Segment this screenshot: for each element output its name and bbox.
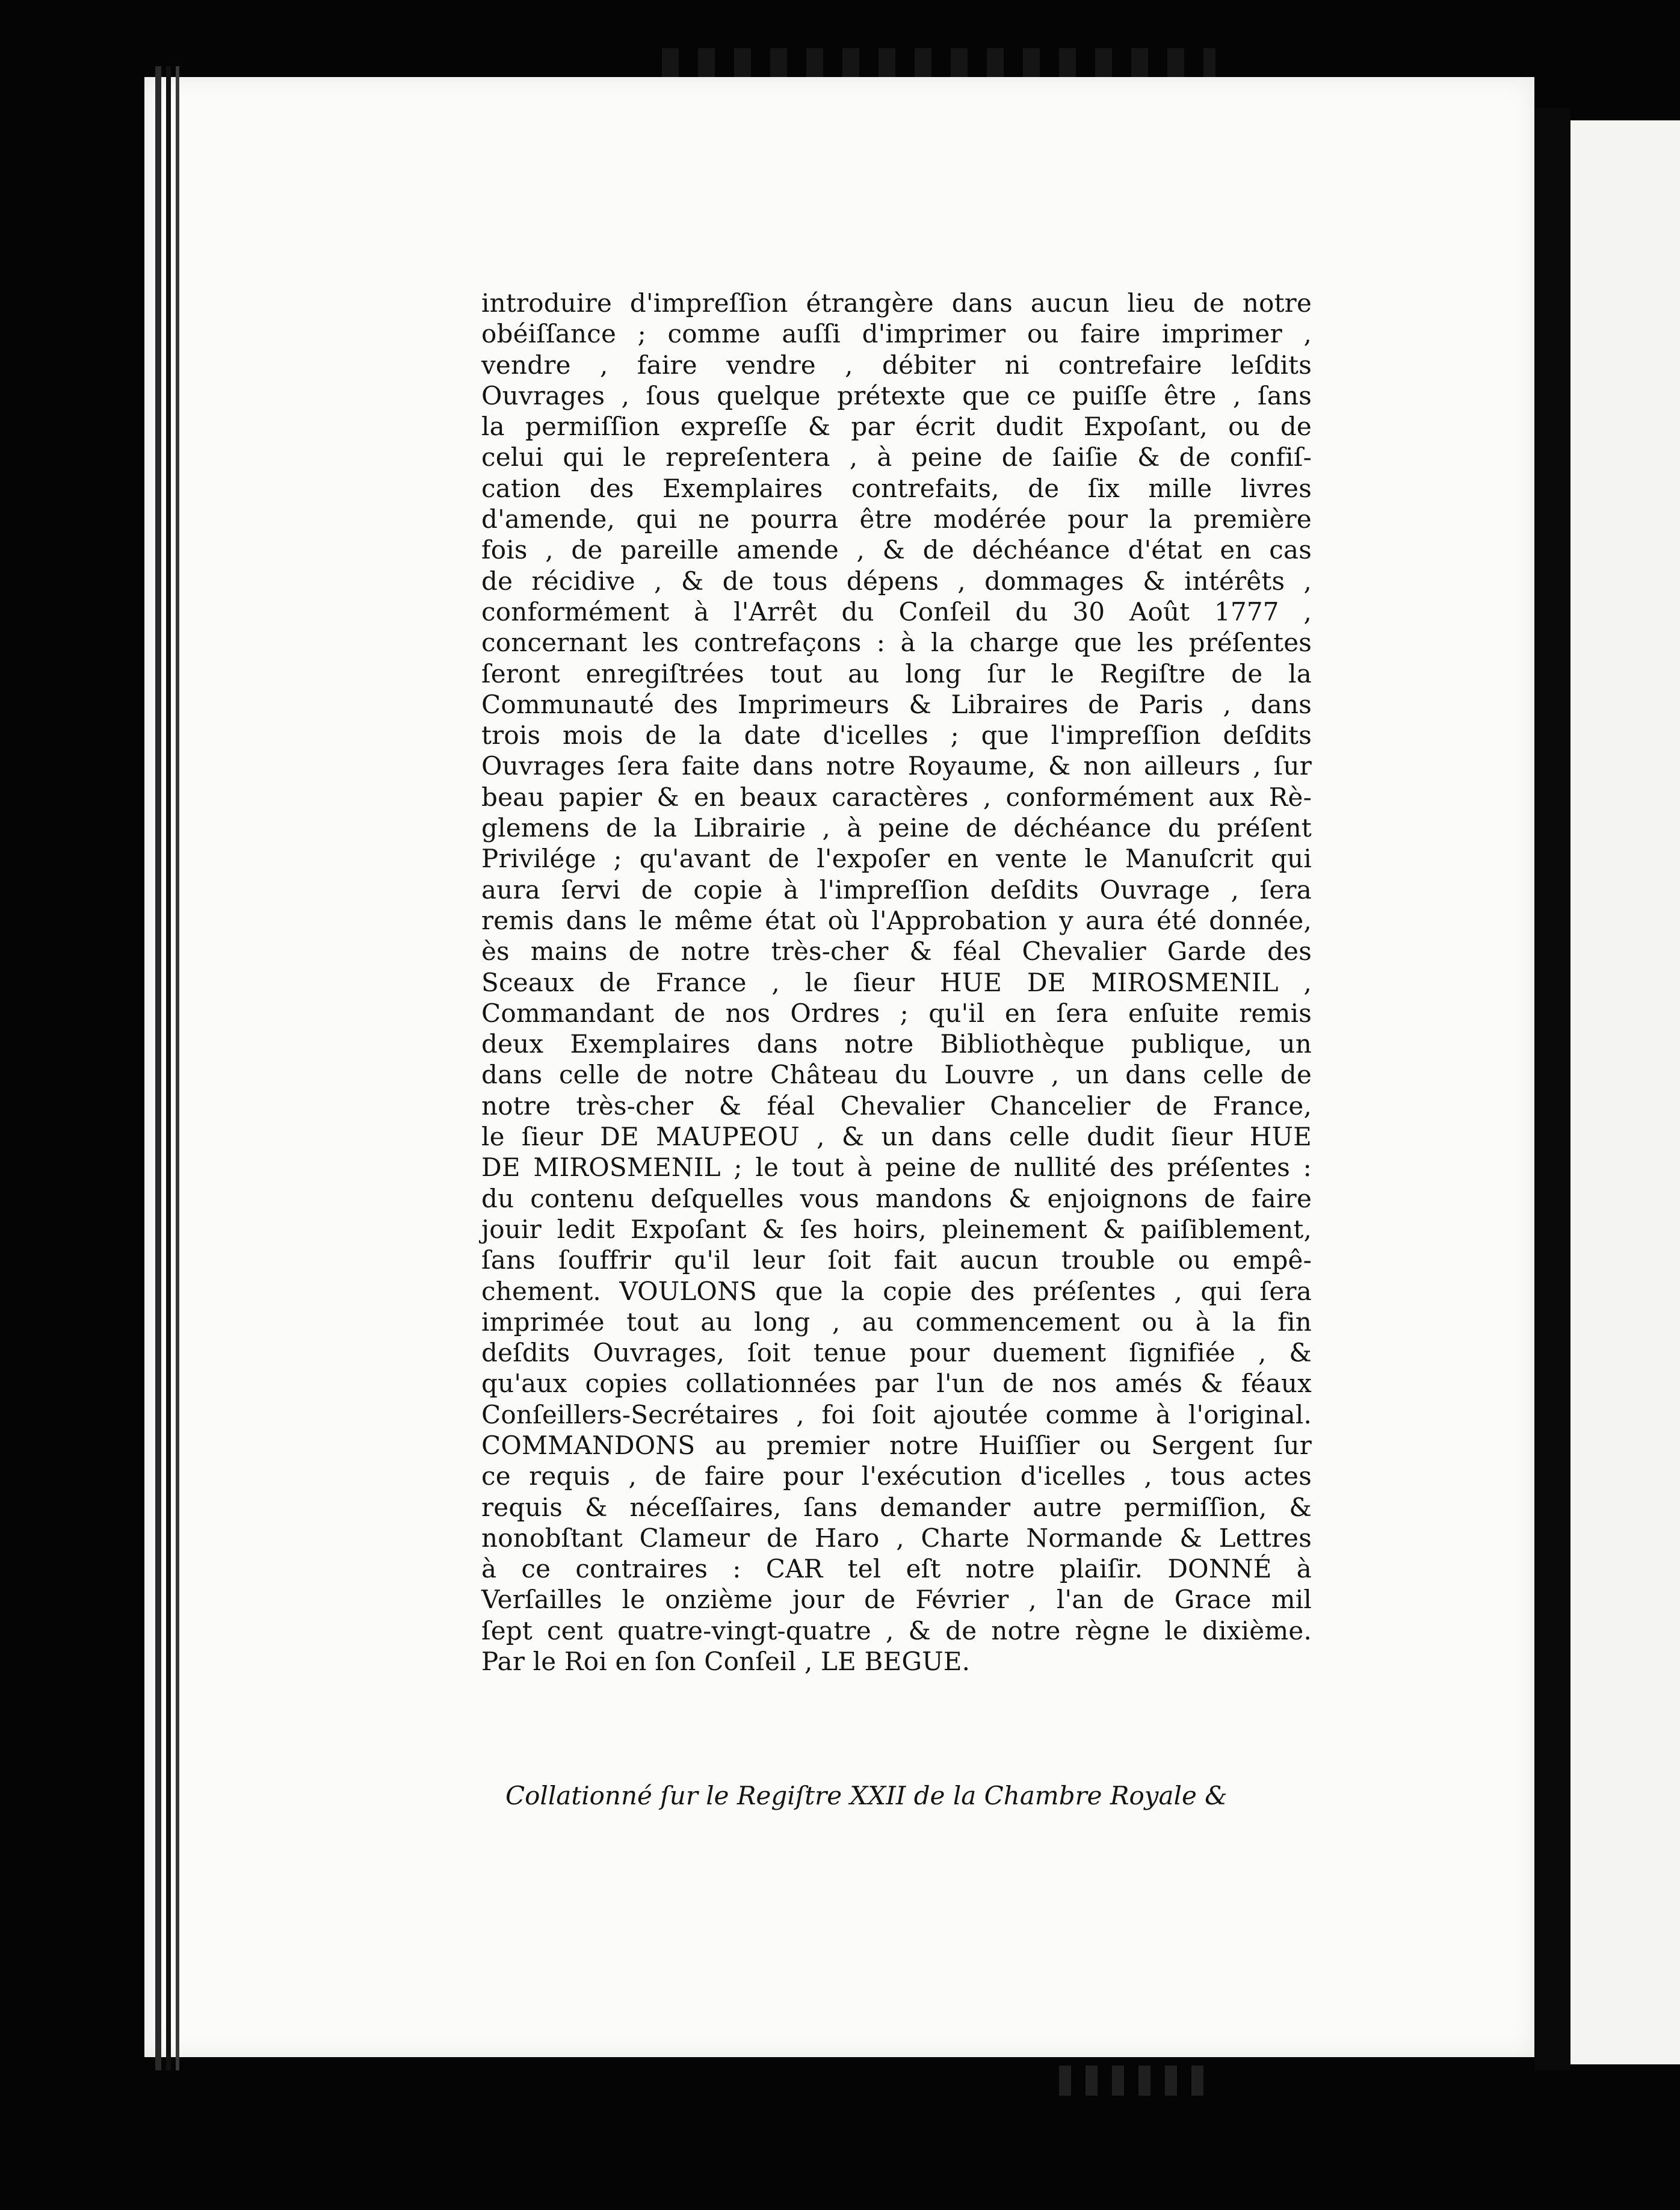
text-line: notre très-cher & féal Chevalier Chancelier de France, — [481, 1091, 1312, 1121]
text-line: concernant les contrefaçons : à la charge que les préſentes — [481, 628, 1312, 658]
text-line: Communauté des Imprimeurs & Libraires de Paris , dans — [481, 689, 1312, 719]
text-line: COMMANDONS au premier notre Huiſſier ou Sergent ſur — [481, 1430, 1312, 1460]
text-line: celui qui le repreſentera , à peine de ſaiſie & de confiſ- — [481, 442, 1312, 472]
text-line: Verſailles le onzième jour de Février , l'an de Grace mil — [481, 1585, 1312, 1615]
page-edge-left — [166, 66, 171, 2070]
adjacent-page-edge — [1570, 120, 1680, 2064]
text-line: ès mains de notre très-cher & féal Chevalier Garde des — [481, 936, 1312, 967]
text-line: cation des Exemplaires contrefaits, de ſix mille livres — [481, 473, 1312, 503]
text-line: vendre , faire vendre , débiter ni contrefaire leſdits — [481, 350, 1312, 380]
text-line: aura ſervi de copie à l'impreſſion deſdits Ouvrage , ſera — [481, 874, 1312, 905]
text-line: Privilége ; qu'avant de l'expoſer en vente le Manuſcrit qui — [481, 844, 1312, 874]
text-line: le ſieur DE MAUPEOU , & un dans celle dudit ſieur HUE — [481, 1122, 1312, 1152]
text-line: à ce contraires : CAR tel eſt notre plaiſir. DONNÉ à — [481, 1554, 1312, 1584]
text-line: Ouvrages ſera faite dans notre Royaume, & non ailleurs , ſur — [481, 751, 1312, 781]
text-line: conformément à l'Arrêt du Conſeil du 30 Août 1777 , — [481, 596, 1312, 627]
text-line: deſdits Ouvrages, ſoit tenue pour duement ſignifiée , & — [481, 1338, 1312, 1368]
text-line: ſans ſouffrir qu'il leur ſoit fait aucun trouble ou empê- — [481, 1245, 1312, 1275]
text-line: de récidive , & de tous dépens , dommages & intérêts , — [481, 566, 1312, 596]
text-line: Ouvrages , ſous quelque prétexte que ce puiſſe être , ſans — [481, 380, 1312, 410]
text-line: requis & néceſſaires, ſans demander autre permiſſion, & — [481, 1492, 1312, 1522]
text-line: Sceaux de France , le ſieur HUE DE MIROSMENIL , — [481, 967, 1312, 997]
text-line: fois , de pareille amende , & de déchéance d'état en cas — [481, 535, 1312, 565]
text-line: glemens de la Librairie , à peine de déchéance du préſent — [481, 813, 1312, 843]
text-line: beau papier & en beaux caractères , conformément aux Rè- — [481, 782, 1312, 812]
text-line: nonobſtant Clameur de Haro , Charte Normande & Lettres — [481, 1523, 1312, 1553]
privilege-text-block — [481, 288, 1312, 1677]
text-line: d'amende, qui ne pourra être modérée pour la première — [481, 504, 1312, 534]
top-bleed-through — [662, 48, 1215, 78]
collation-footer-line: Collationné ſur le Regiſtre XXII de la Chambre Royale & — [505, 1781, 1228, 1810]
text-line: DE MIROSMENIL ; le tout à peine de nullité des préſentes : — [481, 1153, 1312, 1183]
text-line: du contenu deſquelles vous mandons & enjoignons de faire — [481, 1183, 1312, 1213]
bottom-bleed-through — [1059, 2066, 1215, 2096]
text-line-signature: Par le Roi en ſon Conſeil , LE BEGUE. — [481, 1647, 971, 1677]
text-line: dans celle de notre Château du Louvre , un dans celle de — [481, 1060, 1312, 1090]
text-line: ſeront enregiſtrées tout au long ſur le Regiſtre de la — [481, 658, 1312, 689]
text-line: ce requis , de faire pour l'exécution d'icelles , tous actes — [481, 1461, 1312, 1491]
text-line: qu'aux copies collationnées par l'un de nos amés & féaux — [481, 1369, 1312, 1399]
text-line: remis dans le même état où l'Approbation y aura été donnée, — [481, 905, 1312, 935]
text-line: introduire d'impreſſion étrangère dans aucun lieu de notre — [481, 288, 1312, 318]
text-line: ſept cent quatre-vingt-quatre , & de notre règne le dixième. — [481, 1615, 1312, 1645]
text-line: deux Exemplaires dans notre Bibliothèque publique, un — [481, 1029, 1312, 1059]
text-line: Commandant de nos Ordres ; qu'il en ſera enſuite remis — [481, 998, 1312, 1028]
page-edge-left — [155, 66, 161, 2070]
page-edge-left — [176, 66, 179, 2070]
text-line: imprimée tout au long , au commencement ou à la fin — [481, 1307, 1312, 1337]
text-line: jouir ledit Expoſant & ſes hoirs, pleinement & paiſiblement, — [481, 1214, 1312, 1244]
text-line: obéiſſance ; comme auſſi d'imprimer ou faire imprimer , — [481, 319, 1312, 349]
text-line: la permiſſion expreſſe & par écrit dudit Expoſant, ou de — [481, 412, 1312, 442]
text-line: chement. VOULONS que la copie des préſentes , qui ſera — [481, 1276, 1312, 1306]
book-gutter — [1534, 108, 1570, 2070]
text-line: Conſeillers-Secrétaires , foi ſoit ajoutée comme à l'original. — [481, 1399, 1312, 1429]
text-line: trois mois de la date d'icelles ; que l'impreſſion deſdits — [481, 720, 1312, 751]
